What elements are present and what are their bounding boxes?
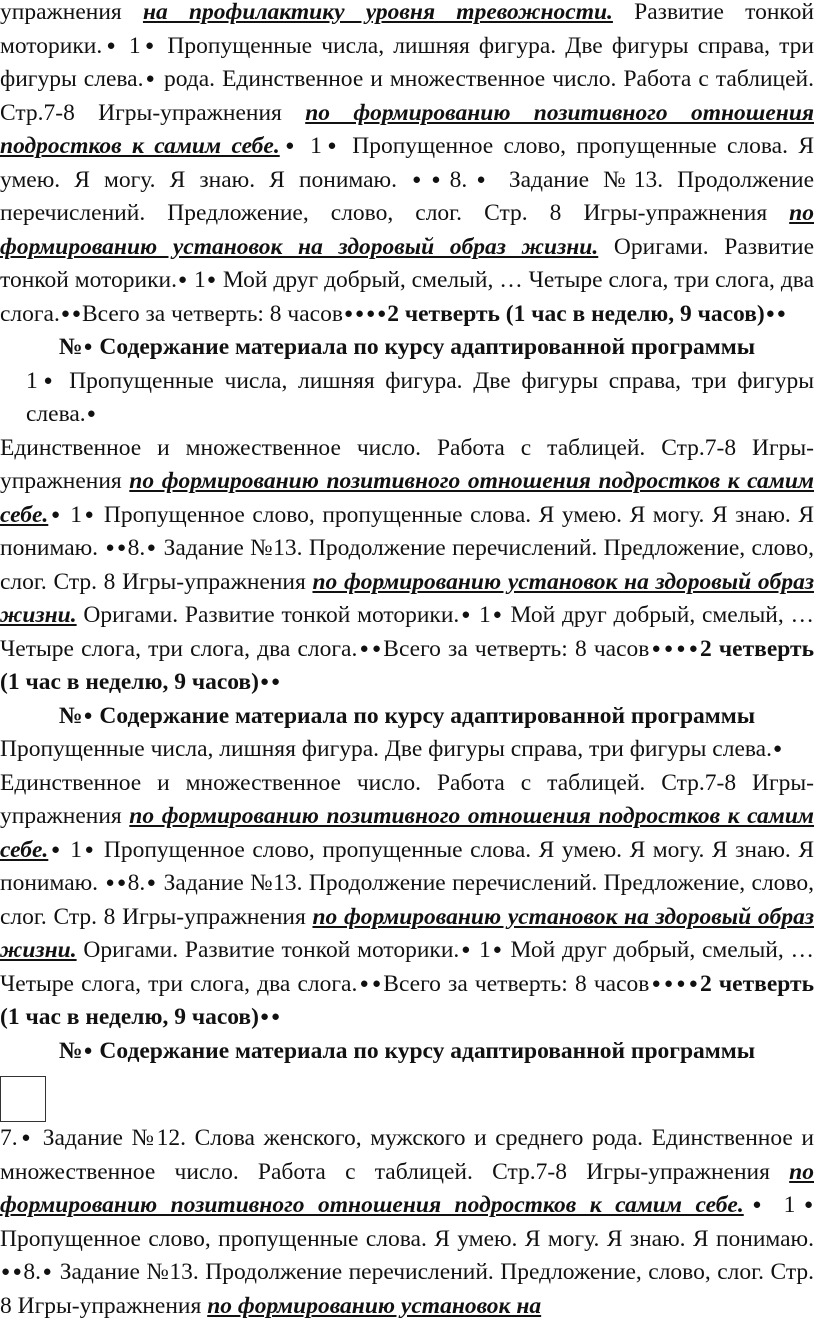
section-heading bbox=[0, 1035, 814, 1069]
text: Пропущенные числа, лишняя фигура. Две фигуры справа, три фигуры слева. bbox=[26, 367, 815, 427]
text: 1 bbox=[62, 836, 82, 863]
paragraph-1 bbox=[0, 0, 814, 331]
bullet-icon bbox=[765, 301, 776, 327]
text: Мой друг добрый, смелый, … Четыре слога, три слога, два слога. bbox=[0, 267, 815, 327]
text: Пропущенное слово, пропущенные слова. Я умею. Я могу. Я знаю. Я понимаю. bbox=[0, 1225, 814, 1252]
text: Всего за четверть: 8 часов bbox=[383, 635, 650, 662]
bullet-icon bbox=[270, 669, 281, 695]
text: Пропущенное слово, пропущенные слова. Я умею. Я могу. Я знаю. Я понимаю. bbox=[0, 133, 815, 193]
empty-box bbox=[0, 1076, 46, 1122]
bullet-icon bbox=[145, 870, 157, 896]
emphasis-text: по формированию установок на здоровый образ жизни. bbox=[0, 903, 814, 963]
bullet-icon bbox=[177, 267, 188, 293]
bullet-icon bbox=[41, 1259, 53, 1285]
text: Оригами. Развитие тонкой моторики. bbox=[0, 233, 815, 293]
text: Единственное и множественное число. Работа с таблицей. Стр.7-8 Игры-упражнения bbox=[0, 769, 814, 829]
bullet-icon bbox=[104, 870, 116, 896]
quarter-heading: 2 четверть (1 час в неделю, 9 часов) bbox=[387, 300, 765, 327]
bullet-icon bbox=[467, 167, 494, 193]
bullet-icon bbox=[116, 535, 128, 561]
bullet-icon bbox=[60, 301, 71, 327]
text: Содержание материала по курсу адаптированной программы bbox=[93, 1037, 756, 1064]
text: упражнения bbox=[0, 0, 143, 25]
section-heading bbox=[0, 331, 814, 365]
bullet-icon bbox=[86, 401, 97, 427]
paragraph-3 bbox=[0, 432, 814, 700]
bullet-icon bbox=[104, 535, 116, 561]
text: 1 bbox=[119, 32, 141, 59]
text: Всего за четверть: 8 часов bbox=[81, 300, 343, 327]
paragraph-4 bbox=[0, 733, 814, 767]
text: слева. bbox=[83, 66, 144, 92]
text: Мой друг добрый, смелый, … Четыре слога, три слога, два слога. bbox=[0, 602, 814, 662]
bullet-icon bbox=[675, 636, 687, 662]
paragraph-2 bbox=[0, 365, 814, 432]
text: 7. bbox=[0, 1125, 18, 1151]
text: 8. bbox=[127, 535, 146, 561]
bullet-icon bbox=[649, 636, 663, 662]
text: № bbox=[58, 702, 83, 729]
text: Задание №13. Продолжение перечислений. Предложение, слово, слог. Стр. 8 Игры-упражнения bbox=[0, 166, 815, 226]
bullet-icon bbox=[688, 971, 700, 997]
text: Задание №13. Продолжение перечислений. Предложение, слово, слог. Стр. 8 Игры-упражнения bbox=[0, 535, 814, 595]
emphasis-text: по формированию позитивного отношения подростков к самим себе. bbox=[0, 99, 814, 159]
bullet-icon bbox=[430, 167, 449, 193]
quarter-heading: 2 четверть (1 час в неделю, 9 часов) bbox=[0, 970, 815, 1030]
bullet-icon bbox=[71, 301, 82, 327]
bullet-icon bbox=[649, 971, 663, 997]
text: Пропущенные числа, лишняя фигура. Две фигуры справа, три фигуры bbox=[0, 32, 815, 92]
bullet-icon bbox=[795, 1192, 814, 1218]
text: Пропущенное слово, пропущенные слова. Я умею. Я могу. Я знаю. Я понимаю. bbox=[0, 836, 814, 896]
bullet-icon bbox=[371, 971, 383, 997]
bullet-icon bbox=[259, 669, 270, 695]
text: Задание №13. Продолжение перечислений. Предложение, слово, слог. Стр. 8 Игры-упражнения bbox=[0, 870, 814, 930]
text: Задание №13. Продолжение перечислений. Предложение, слово, слог. Стр. 8 Игры-упражнения bbox=[0, 1259, 815, 1319]
bullet-icon bbox=[688, 636, 700, 662]
bullet-icon bbox=[12, 1259, 24, 1285]
text: 1 bbox=[472, 602, 491, 628]
text: № bbox=[58, 1037, 83, 1064]
bullet-icon bbox=[38, 368, 59, 394]
bullet-icon bbox=[82, 334, 93, 360]
bullet-icon bbox=[376, 301, 387, 327]
bullet-icon bbox=[411, 167, 430, 193]
text: рода. Единственное и множественное число. Работа с таблицей. Стр.7-8 Игры-упражнения bbox=[0, 66, 814, 126]
bullet-icon bbox=[18, 1125, 35, 1151]
emphasis-text: по формированию установок на здоровый образ жизни. bbox=[0, 568, 814, 628]
bullet-icon bbox=[744, 1192, 770, 1218]
emphasis-text: на профилактику уровня тревожности. bbox=[142, 0, 613, 25]
bullet-icon bbox=[82, 1038, 93, 1064]
text: 1 bbox=[770, 1192, 796, 1218]
bullet-icon bbox=[82, 703, 93, 729]
text: 8. bbox=[127, 870, 146, 896]
bullet-icon bbox=[322, 133, 342, 159]
text: Всего за четверть: 8 часов bbox=[383, 970, 650, 997]
text: Оригами. Развитие тонкой моторики. bbox=[76, 602, 460, 628]
emphasis-text: по формированию позитивного отношения подростков к самим себе. bbox=[0, 803, 815, 863]
text: Мой друг добрый, смелый, … Четыре слога, три слога, два слога. bbox=[0, 937, 814, 997]
bullet-icon bbox=[82, 837, 96, 863]
bullet-icon bbox=[357, 636, 371, 662]
bullet-icon bbox=[48, 502, 62, 528]
bullet-icon bbox=[776, 301, 787, 327]
quarter-heading: 2 четверть (1 час в неделю, 9 часов) bbox=[0, 635, 815, 695]
bullet-icon bbox=[675, 971, 687, 997]
emphasis-text: по формированию установок на bbox=[207, 1292, 542, 1319]
bullet-icon bbox=[0, 1259, 12, 1285]
text: 1 bbox=[26, 367, 38, 394]
bullet-icon bbox=[259, 1004, 270, 1030]
bullet-icon bbox=[280, 133, 300, 159]
emphasis-text: по формированию позитивного отношения подростков к самим себе. bbox=[0, 1158, 814, 1218]
text: Содержание материала по курсу адаптированной программы bbox=[93, 334, 756, 360]
bullet-icon bbox=[82, 502, 96, 528]
text: 1 bbox=[62, 501, 82, 528]
text: Оригами. Развитие тонкой моторики. bbox=[76, 937, 460, 963]
text: 1 bbox=[188, 267, 206, 293]
emphasis-text: по формированию установок на здоровый образ жизни. bbox=[0, 200, 814, 260]
bullet-icon bbox=[270, 1004, 281, 1030]
text: Развитие тонкой моторики. bbox=[0, 0, 814, 59]
bullet-icon bbox=[354, 301, 365, 327]
text: Содержание материала по курсу адаптированной программы bbox=[93, 702, 756, 729]
paragraph-5 bbox=[0, 767, 814, 1035]
text: Задание №12. Слова женского, мужского и среднего рода. Единственное и множественное число. Работа с таблицей. Стр.7-8 Игры-упражнения bbox=[0, 1125, 814, 1185]
bullet-icon bbox=[145, 535, 157, 561]
bullet-icon bbox=[371, 636, 383, 662]
bullet-icon bbox=[206, 267, 217, 293]
text: 1 bbox=[472, 937, 491, 963]
bullet-icon bbox=[459, 602, 472, 628]
bullet-icon bbox=[772, 736, 783, 762]
bullet-icon bbox=[102, 33, 120, 59]
text: Пропущенное слово, пропущенные слова. Я умею. Я могу. Я знаю. Я понимаю. bbox=[0, 501, 814, 561]
bullet-icon bbox=[48, 837, 62, 863]
text: 1 bbox=[299, 133, 322, 159]
bullet-icon bbox=[663, 636, 675, 662]
bullet-icon bbox=[459, 937, 472, 963]
bullet-icon bbox=[491, 937, 504, 963]
bullet-icon bbox=[141, 33, 159, 59]
bullet-icon bbox=[143, 66, 156, 92]
section-heading bbox=[0, 700, 814, 734]
text: Единственное и множественное число. Работа с таблицей. Стр.7-8 Игры-упражнения bbox=[0, 434, 814, 494]
bullet-icon bbox=[365, 301, 376, 327]
bullet-icon bbox=[116, 870, 128, 896]
paragraph-6 bbox=[0, 1122, 814, 1323]
text: № bbox=[58, 334, 83, 360]
bullet-icon bbox=[491, 602, 504, 628]
bullet-icon bbox=[343, 301, 354, 327]
bullet-icon bbox=[357, 971, 371, 997]
bullet-icon bbox=[663, 971, 675, 997]
emphasis-text: по формированию позитивного отношения подростков к самим себе. bbox=[0, 468, 815, 528]
text: Пропущенные числа, лишняя фигура. Две фигуры справа, три фигуры слева. bbox=[0, 736, 772, 762]
text: 8. bbox=[23, 1259, 41, 1285]
text: 8. bbox=[449, 166, 468, 193]
